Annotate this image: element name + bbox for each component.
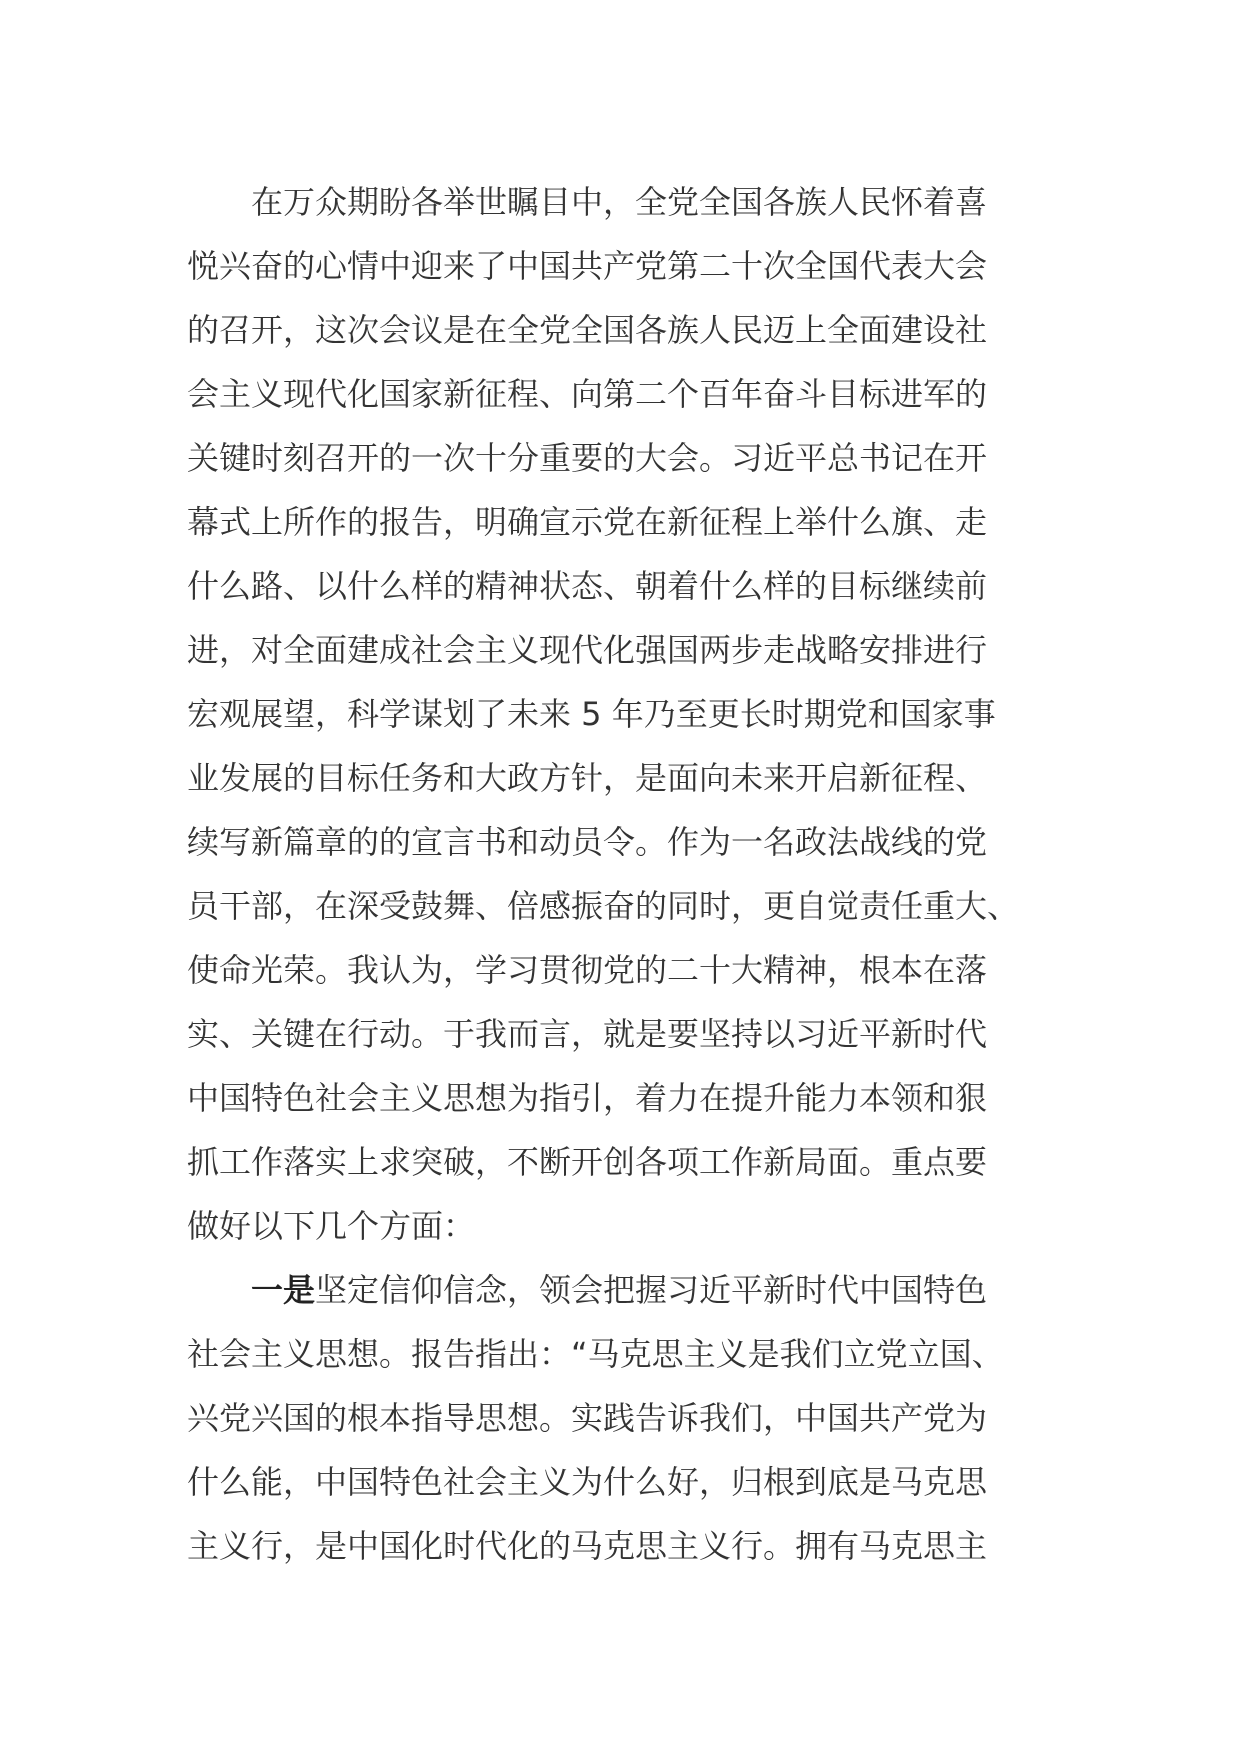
section-lead: 一是 [251, 1271, 316, 1309]
paragraph-line: 在万众期盼各举世瞩目中，全党全国各族人民怀着喜 [251, 183, 988, 221]
paragraph-line: 什么路、以什么样的精神状态、朝着什么样的目标继续前 [187, 567, 988, 605]
paragraph-line: 使命光荣。我认为，学习贯彻党的二十大精神，根本在落 [187, 951, 988, 989]
paragraph-line: 社会主义思想。报告指出：“马克思主义是我们立党立国、 [187, 1335, 1004, 1373]
paragraph-line: 实、关键在行动。于我而言，就是要坚持以习近平新时代 [187, 1015, 988, 1053]
paragraph-line: 会主义现代化国家新征程、向第二个百年奋斗目标进军的 [187, 375, 988, 413]
paragraph-line-text: 坚定信仰信念，领会把握习近平新时代中国特色 [315, 1271, 988, 1309]
paragraph-line: 业发展的目标任务和大政方针，是面向未来开启新征程、 [187, 759, 988, 797]
paragraph-line: 兴党兴国的根本指导思想。实践告诉我们，中国共产党为 [187, 1399, 988, 1437]
paragraph-line: 员干部，在深受鼓舞、倍感振奋的同时，更自觉责任重大、 [187, 887, 1020, 925]
paragraph-line: 主义行，是中国化时代化的马克思主义行。拥有马克思主 [187, 1527, 988, 1565]
paragraph-line: 关键时刻召开的一次十分重要的大会。习近平总书记在开 [187, 439, 988, 477]
paragraph-line: 进，对全面建成社会主义现代化强国两步走战略安排进行 [187, 631, 988, 669]
paragraph-line: 抓工作落实上求突破，不断开创各项工作新局面。重点要 [187, 1143, 988, 1181]
paragraph-line: 中国特色社会主义思想为指引，着力在提升能力本领和狠 [187, 1079, 988, 1117]
paragraph-line: 续写新篇章的的宣言书和动员令。作为一名政法战线的党 [187, 823, 988, 861]
paragraph-line: 的召开，这次会议是在全党全国各族人民迈上全面建设社 [187, 311, 988, 349]
paragraph-line: 做好以下几个方面： [187, 1207, 476, 1245]
paragraph-line: 宏观展望，科学谋划了未来 5 年乃至更长时期党和国家事 [187, 695, 996, 733]
paragraph-line: 幕式上所作的报告，明确宣示党在新征程上举什么旗、走 [187, 503, 988, 541]
paragraph-line [187, 1258, 1037, 1322]
paragraph-line: 悦兴奋的心情中迎来了中国共产党第二十次全国代表大会 [187, 247, 988, 285]
paragraph-line: 什么能，中国特色社会主义为什么好，归根到底是马克思 [187, 1463, 988, 1501]
document-body [187, 170, 1037, 1578]
